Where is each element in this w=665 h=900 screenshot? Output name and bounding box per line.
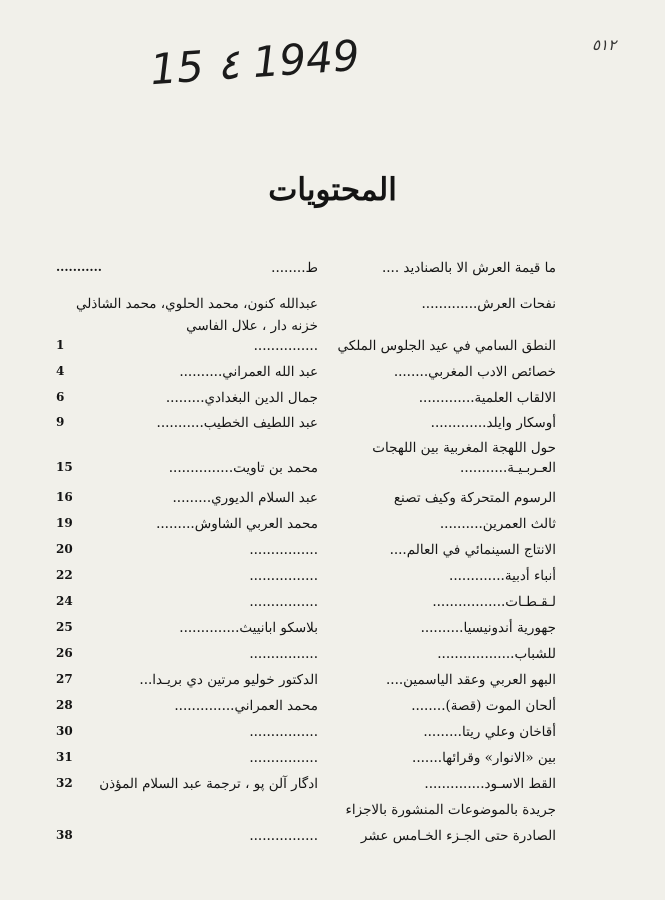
toc-author: محمد العمراني..............	[174, 698, 318, 714]
toc-page-number: 32	[56, 776, 73, 790]
toc-row	[56, 338, 556, 360]
toc-row	[56, 364, 556, 386]
toc-author: خزنه دار ، علال الفاسي	[186, 318, 318, 334]
toc-row	[56, 260, 556, 282]
toc-page-number: 26	[56, 646, 73, 660]
toc-title: خصائص الادب المغربي........	[393, 364, 556, 380]
toc-author: الدكتور خوليو مرتين دي بريـدا...	[139, 672, 318, 688]
toc-title: للشباب..................	[437, 646, 556, 662]
toc-author: عبد الله العمراني..........	[179, 364, 318, 380]
toc-row	[56, 750, 556, 772]
toc-page-number: 22	[56, 568, 73, 582]
toc-title: العـربـيـة...........	[460, 460, 556, 476]
toc-title: النطق السامي في عيد الجلوس الملكي	[337, 338, 556, 354]
toc-title: حول اللهجة المغربية بين اللهجات	[372, 440, 556, 456]
toc-title: الالقاب العلمية.............	[418, 390, 556, 406]
toc-page-number: 28	[56, 698, 73, 712]
toc-row	[56, 568, 556, 590]
toc-title: أنباء أدبية.............	[449, 568, 556, 584]
toc-row	[56, 672, 556, 694]
toc-author: ط........	[271, 260, 318, 276]
toc-author: ................	[249, 542, 318, 558]
toc-title: جهورية أندونيسيا..........	[420, 620, 556, 636]
toc-page-number: 6	[56, 390, 65, 404]
toc-title: ثالث العمرين..........	[439, 516, 556, 532]
toc-page-number: 1	[56, 338, 65, 352]
toc-title: لـقـطـات.................	[432, 594, 556, 610]
toc-row	[56, 440, 556, 462]
toc-row	[56, 646, 556, 668]
toc-row	[56, 724, 556, 746]
toc-author: ................	[249, 750, 318, 766]
toc-author: محمد العربي الشاوش.........	[156, 516, 318, 532]
toc-title: الصادرة حتى الجـزء الخـامس عشر	[360, 828, 556, 844]
toc-page-number: 25	[56, 620, 73, 634]
toc-row	[56, 828, 556, 850]
toc-title: بين «الانوار» وقرائها.......	[412, 750, 556, 766]
toc-author: عبد السلام الديوري.........	[172, 490, 318, 506]
page-title: المحتويات	[268, 172, 397, 208]
handwritten-date: 15 ٤ 1949	[148, 30, 362, 95]
toc-page-number: 31	[56, 750, 73, 764]
toc-author: جمال الدين البغدادي.........	[165, 390, 318, 406]
toc-author: ................	[249, 828, 318, 844]
toc-row	[56, 390, 556, 412]
toc-page-number: 38	[56, 828, 73, 842]
toc-title: أقاخان وعلي ريتا.........	[423, 724, 556, 740]
toc-author: بلاسكو ابانييث..............	[179, 620, 318, 636]
toc-row	[56, 802, 556, 824]
toc-author: ................	[249, 568, 318, 584]
corner-mark: ٥١٢	[592, 36, 617, 54]
toc-author: عبدالله كنون، محمد الحلوي، محمد الشاذلي	[75, 296, 318, 312]
toc-page-number: ...........	[56, 260, 102, 274]
toc-row	[56, 318, 556, 340]
toc-title: البهو العربي وعقد الياسمين....	[385, 672, 556, 688]
toc-row	[56, 698, 556, 720]
toc-title: القط الاسـود..............	[424, 776, 556, 792]
toc-author: ادگار آلن پو ، ترجمة عبد السلام المؤذن	[99, 776, 318, 792]
toc-title: ما قيمة العرش الا بالصناديد ....	[381, 260, 556, 276]
toc-row	[56, 516, 556, 538]
toc-author: عبد اللطيف الخطيب...........	[156, 415, 318, 431]
toc-title: ألحان الموت (قصة)........	[411, 698, 556, 714]
toc-row	[56, 776, 556, 798]
toc-title: جريدة بالموضوعات المنشورة بالاجزاء	[345, 802, 556, 818]
toc-title: الرسوم المتحركة وكيف تصنع	[393, 490, 556, 506]
toc-title: أوسكار وايلد.............	[430, 415, 556, 431]
toc-page-number: 27	[56, 672, 73, 686]
toc-title: نفحات العرش.............	[421, 296, 556, 312]
toc-author: ................	[249, 724, 318, 740]
toc-page-number: 9	[56, 415, 65, 429]
toc-row	[56, 620, 556, 642]
toc-row	[56, 296, 556, 318]
toc-row	[56, 594, 556, 616]
toc-page-number: 15	[56, 460, 73, 474]
toc-row	[56, 415, 556, 437]
toc-title: الانتاج السينمائي في العالم....	[389, 542, 556, 558]
toc-author: ...............	[253, 338, 318, 354]
toc-row	[56, 490, 556, 512]
toc-page-number: 19	[56, 516, 73, 530]
toc-row	[56, 542, 556, 564]
toc-row	[56, 460, 556, 482]
toc-author: محمد بن تاويت...............	[168, 460, 318, 476]
toc-page-number: 16	[56, 490, 73, 504]
toc-author: ................	[249, 594, 318, 610]
toc-page-number: 20	[56, 542, 73, 556]
toc-page-number: 30	[56, 724, 73, 738]
toc-author: ................	[249, 646, 318, 662]
toc-page-number: 24	[56, 594, 73, 608]
toc-page-number: 4	[56, 364, 65, 378]
